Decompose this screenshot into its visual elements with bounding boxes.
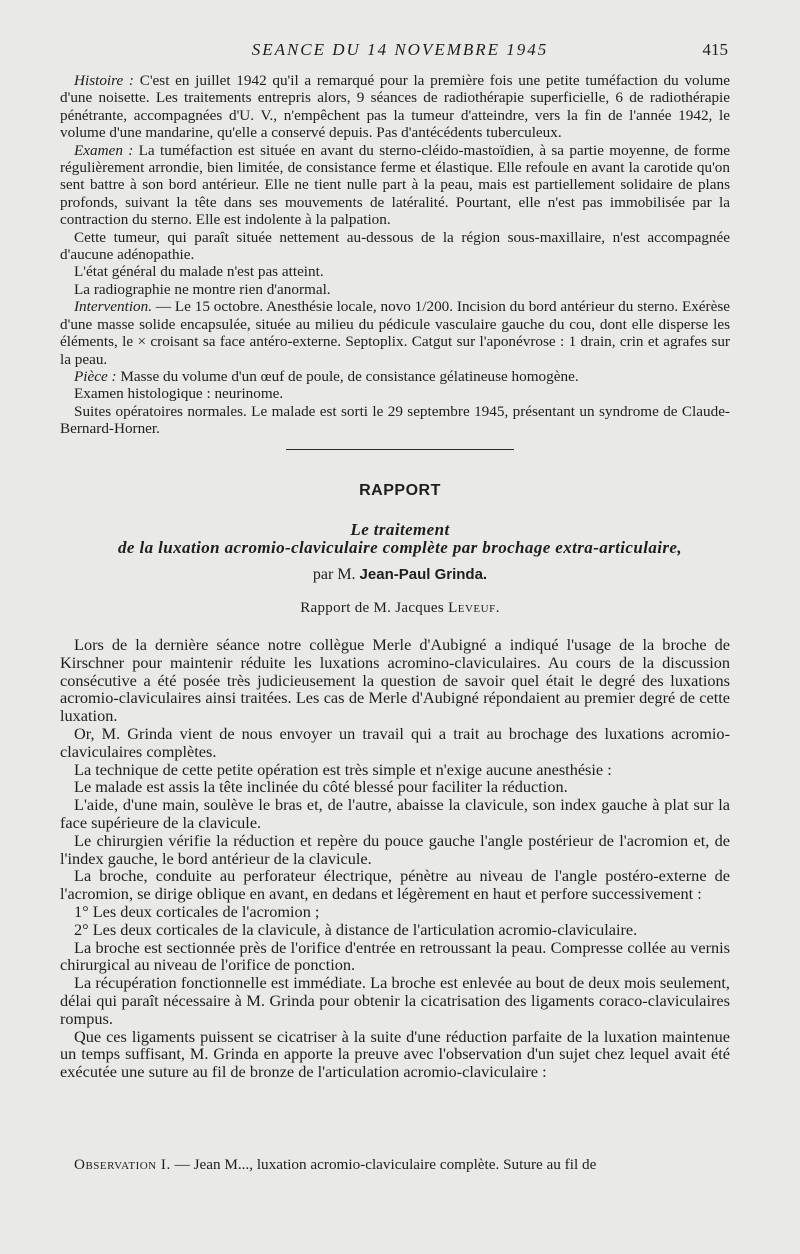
byline: [0, 566, 800, 584]
report-paragraph: La récupération fonctionnelle est immédiate. La broche est enlevée au bout de deux mois seulement, délai qui paraît nécessaire à M. Grinda pour obtenir la cicatrisation des ligaments coraco-claviculaires rompus.: [60, 973, 730, 1028]
report-paragraph: L'aide, d'une main, soulève le bras et, de l'autre, abaisse la clavicule, son index gauche à plat sur la face supérieure de la clavicule.: [60, 795, 730, 832]
case-report: [60, 72, 730, 438]
histo-paragraph: Examen histologique : neurinome.: [74, 385, 284, 403]
examen-text: La tuméfaction est située en avant du sterno-cléido-mastoïdien, à sa partie moyenne, de forme régulièrement arrondie, bien limitée, de consistance ferme et élastique. Elle refoule en avant la carotide qu'on sent battre à son bord antérieur. Elle ne tient nulle part à la peau, mais est partiellement solidaire de plans profonds, suivant la tête dans ses mouvements de latéralité. Pourtant, elle n'est pas immobilisée par la contraction du sterno. Elle est indolente à la palpation.: [60, 141, 731, 229]
byline-prefix: par M.: [312, 566, 356, 583]
report-paragraph: Que ces ligaments puissent se cicatriser à la suite d'une réduction parfaite de la luxation maintenue un temps suffisant, M. Grinda en apporte la preuve avec l'observation d'un sujet chez lequel avait été exécutée une suture au fil de bronze de l'articulation acromio-claviculaire :: [60, 1026, 730, 1082]
intervention-paragraph: [60, 298, 730, 368]
page-number: 415: [702, 40, 728, 59]
report-paragraph: La broche est sectionnée près de l'orifice d'entrée en retroussant la peau. Compresse collée au vernis chirurgical au niveau de l'orifice de ponction.: [60, 937, 730, 975]
observation-text: — Jean M..., luxation acromio-claviculaire complète. Suture au fil de: [174, 1156, 597, 1173]
observation-line: [60, 1156, 730, 1173]
article-title-line-2: de la luxation acromio-claviculaire complète par brochage extra-articulaire,: [118, 538, 682, 557]
report-paragraph: Le chirurgien vérifie la réduction et repère du pouce gauche l'angle postérieur de l'acromion et, de l'index gauche, le bord antérieur de la clavicule.: [60, 830, 730, 868]
report-paragraph: Le malade est assis la tête inclinée du côté blessé pour faciliter la réduction.: [74, 777, 568, 797]
radio-paragraph: La radiographie ne montre rien d'anormal.: [74, 280, 331, 298]
report-paragraph: 1° Les deux corticales de l'acromion ;: [74, 901, 320, 921]
intervention-label: Intervention.: [74, 298, 153, 316]
reporter-suffix: .: [495, 600, 500, 616]
histoire-paragraph: [60, 72, 730, 142]
intervention-text: — Le 15 octobre. Anesthésie locale, novo 1/200. Incision du bord antérieur du sterno. Exérèse d'une masse solide encapsulée, située au milieu du pédicule vasculaire gauche du cou, dont elle disperse les éléments, le × croisant sa face antéro-externe. Septoplix. Catgut sur l'aponévrose : 1 drain, crin et agrafes sur la peau.: [60, 298, 731, 368]
author-name: Jean-Paul Grinda.: [359, 566, 488, 583]
report-paragraph: Lors de la dernière séance notre collègue Merle d'Aubigné a indiqué l'usage de la broche de Kirschner pour maintenir réduite les luxations acromino-claviculaires. Au cours de la discussion consécutive a été posée très judicieusement la question de savoir quel était le degré des luxations acromio-claviculaires ainsi traitées. Les cas de Merle d'Aubigné répondaient au premier degré de cette luxation.: [60, 635, 730, 726]
running-title: SEANCE DU 14 NOVEMBRE 1945: [251, 40, 549, 59]
reporter-prefix: Rapport de M. Jacques: [300, 600, 445, 616]
tumeur-paragraph: Cette tumeur, qui paraît située nettement au-dessous de la région sous-maxillaire, n'est accompagnée d'aucune adénopathie.: [60, 228, 730, 264]
examen-paragraph: [60, 142, 730, 229]
examen-label: Examen :: [74, 141, 134, 159]
piece-text: Masse du volume d'un œuf de poule, de consistance gélatineuse homogène.: [120, 367, 579, 385]
report-paragraph: La technique de cette petite opération est très simple et n'exige aucune anesthésie :: [74, 759, 612, 779]
section-heading: RAPPORT: [359, 482, 441, 499]
reporter-line: [0, 600, 800, 617]
observation-label: Observation I.: [74, 1156, 171, 1173]
article-title-line-1: Le traitement: [350, 520, 450, 539]
report-body: [60, 636, 730, 1081]
histoire-label: Histoire :: [74, 72, 134, 89]
etat-paragraph: L'état général du malade n'est pas atteint.: [74, 263, 324, 281]
report-paragraph: La broche, conduite au perforateur électrique, pénètre au niveau de l'angle postéro-externe de l'acromion, se dirige oblique en avant, en dedans et légèrement en haut et perfore successivement :: [60, 866, 730, 904]
running-header: [0, 40, 800, 62]
piece-label: Pièce :: [74, 367, 117, 385]
reporter-name: Leveuf: [448, 600, 496, 616]
suites-paragraph: Suites opératoires normales. Le malade est sorti le 29 septembre 1945, présentant un syndrome de Claude-Bernard-Horner.: [60, 402, 730, 438]
histoire-text: C'est en juillet 1942 qu'il a remarqué pour la première fois une petite tuméfaction du volume d'une noisette. Les traitements entrepris alors, 9 séances de radiothérapie superficielle, 6 de radiothérapie pénétrante, accompagnées d'U. V., n'empêchent pas la tumeur d'atteindre, vers la fin de l'année 1942, le volume d'une mandarine, qu'elle a conservé depuis. Pas d'antécédents tuberculeux.: [60, 72, 730, 142]
report-paragraph: Or, M. Grinda vient de nous envoyer un travail qui a trait au brochage des luxations acromio-claviculaires complètes.: [60, 723, 730, 761]
report-paragraph: 2° Les deux corticales de la clavicule, à distance de l'articulation acromio-claviculaire.: [74, 919, 638, 939]
section-divider: [286, 449, 514, 450]
piece-paragraph: [60, 368, 730, 385]
